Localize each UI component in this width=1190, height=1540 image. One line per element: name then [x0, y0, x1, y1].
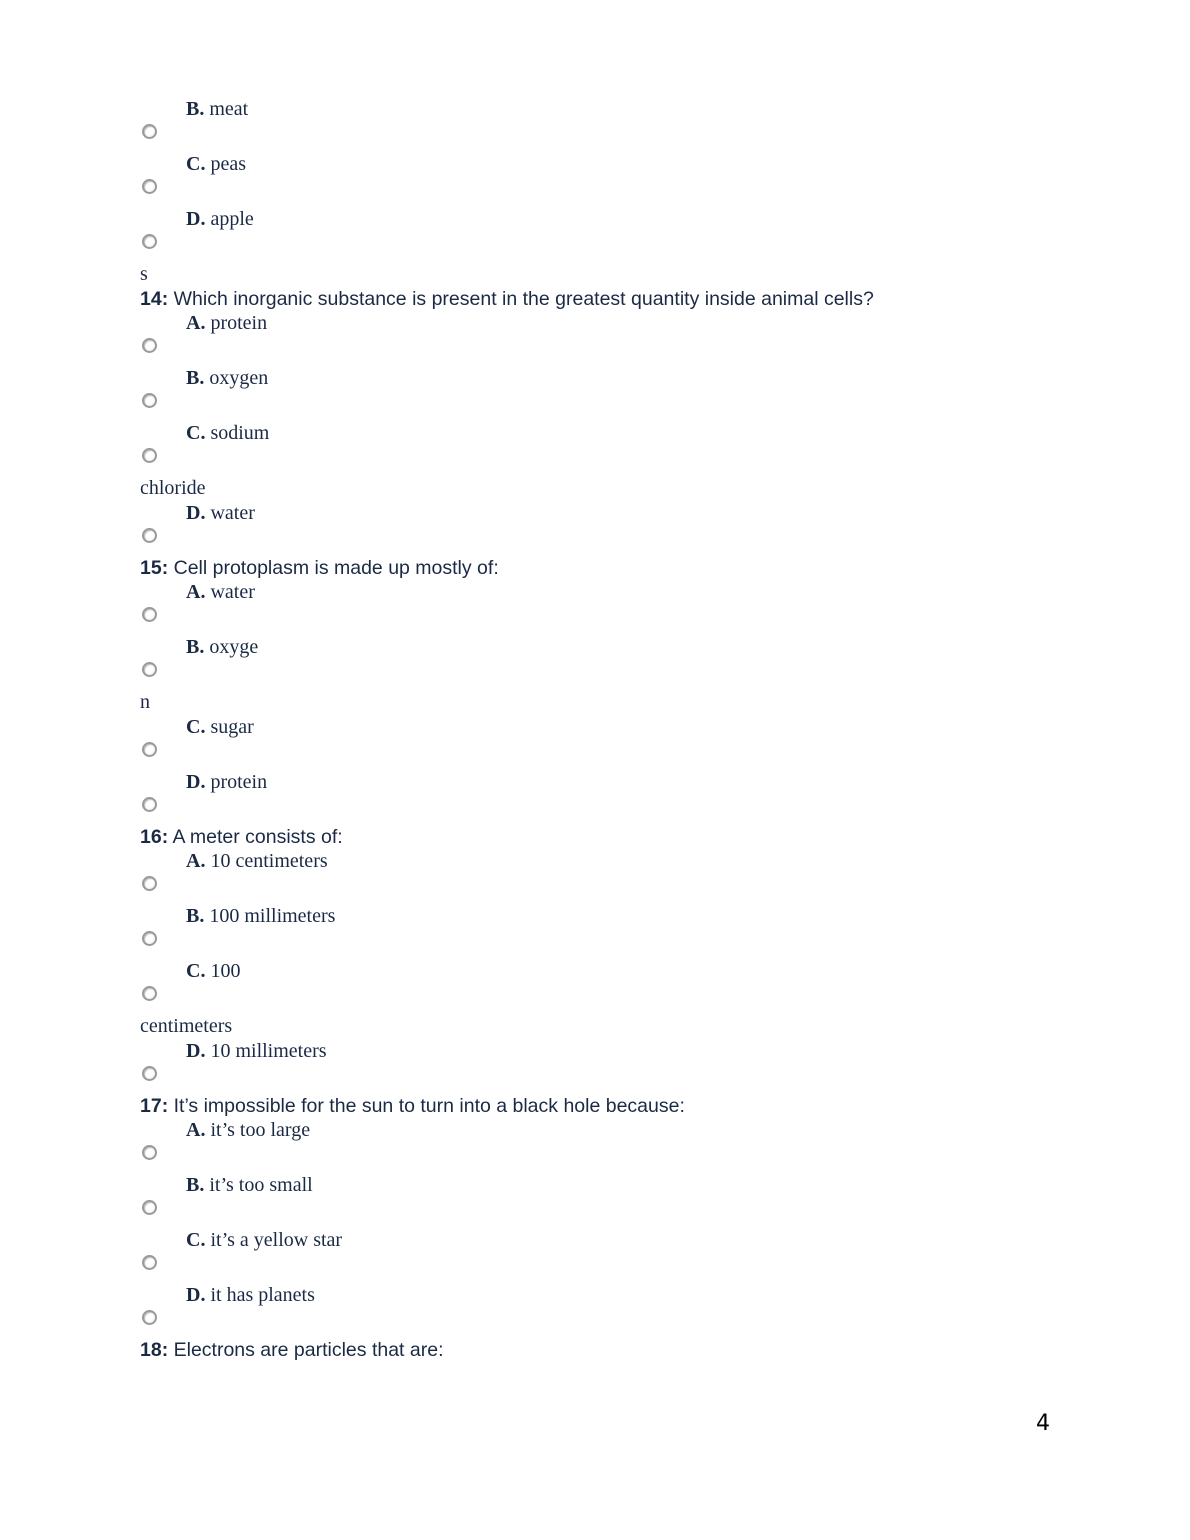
radio-button[interactable] [142, 1200, 157, 1215]
option-text: it’s too large [210, 1119, 311, 1141]
option-label [186, 905, 335, 927]
option-text: sugar [210, 716, 254, 738]
option-text: 100 millimeters [209, 905, 336, 927]
option-text: it’s a yellow star [210, 1229, 343, 1251]
question-17 [140, 1095, 685, 1117]
option-text-wrap: n [140, 691, 150, 713]
radio-button[interactable] [142, 1145, 157, 1160]
option-letter: C. [186, 153, 206, 175]
option-text: protein [210, 312, 268, 334]
option-label [186, 581, 255, 603]
option-letter: C. [186, 960, 206, 982]
radio-button[interactable] [142, 179, 157, 194]
option-letter: D. [186, 1284, 206, 1306]
question-14 [140, 288, 874, 310]
radio-button[interactable] [142, 797, 157, 812]
option-label [186, 502, 255, 524]
option-text: meat [209, 98, 249, 120]
option-text: oxyge [209, 636, 259, 658]
option-text: water [210, 502, 255, 524]
option-text: 100 [210, 960, 241, 982]
question-text: Electrons are particles that are: [173, 1339, 444, 1361]
option-text: sodium [210, 422, 270, 444]
option-text: water [210, 581, 255, 603]
radio-button[interactable] [142, 338, 157, 353]
radio-button[interactable] [142, 607, 157, 622]
option-text: 10 millimeters [210, 1040, 327, 1062]
question-number: 14: [140, 288, 169, 310]
question-15 [140, 557, 499, 579]
option-label [186, 1119, 310, 1141]
radio-button[interactable] [142, 448, 157, 463]
option-label [186, 367, 268, 389]
question-18 [140, 1339, 444, 1361]
option-label [186, 1040, 327, 1062]
option-letter: B. [186, 636, 205, 658]
option-label [186, 716, 254, 738]
option-letter: D. [186, 502, 206, 524]
option-text-wrap: s [140, 263, 148, 285]
option-label [186, 312, 267, 334]
radio-button[interactable] [142, 662, 157, 677]
radio-button[interactable] [142, 234, 157, 249]
question-number: 15: [140, 557, 169, 579]
question-number: 18: [140, 1339, 169, 1361]
option-label [186, 98, 248, 120]
option-text-wrap: chloride [140, 477, 206, 499]
option-text: protein [210, 771, 268, 793]
option-text-wrap: centimeters [140, 1015, 233, 1037]
radio-button[interactable] [142, 876, 157, 891]
page-number: 4 [1036, 1411, 1050, 1436]
option-label [186, 960, 240, 982]
option-label [186, 1229, 342, 1251]
question-number: 17: [140, 1095, 169, 1117]
option-letter: D. [186, 208, 206, 230]
option-label [186, 636, 258, 658]
option-letter: A. [186, 850, 206, 872]
option-letter: C. [186, 1229, 206, 1251]
option-text: 10 centimeters [210, 850, 328, 872]
radio-button[interactable] [142, 1066, 157, 1081]
option-label [186, 153, 246, 175]
question-text: It’s impossible for the sun to turn into a black hole because: [173, 1095, 685, 1117]
option-label [186, 850, 328, 872]
question-text: A meter consists of: [172, 826, 343, 848]
option-letter: C. [186, 716, 206, 738]
question-number: 16: [140, 826, 169, 848]
question-text: Cell protoplasm is made up mostly of: [173, 557, 499, 579]
option-letter: D. [186, 771, 206, 793]
option-letter: B. [186, 905, 205, 927]
option-letter: A. [186, 581, 206, 603]
option-letter: A. [186, 312, 206, 334]
option-text: it has planets [210, 1284, 315, 1306]
question-16 [140, 826, 343, 848]
radio-button[interactable] [142, 1255, 157, 1270]
option-label [186, 422, 269, 444]
radio-button[interactable] [142, 986, 157, 1001]
option-letter: C. [186, 422, 206, 444]
option-label [186, 1174, 313, 1196]
radio-button[interactable] [142, 124, 157, 139]
option-text: peas [210, 153, 246, 175]
radio-button[interactable] [142, 528, 157, 543]
question-text: Which inorganic substance is present in the greatest quantity inside animal cells? [173, 288, 874, 310]
option-letter: B. [186, 98, 205, 120]
radio-button[interactable] [142, 742, 157, 757]
radio-button[interactable] [142, 393, 157, 408]
option-label [186, 1284, 315, 1306]
option-text: it’s too small [209, 1174, 313, 1196]
option-letter: D. [186, 1040, 206, 1062]
option-label [186, 771, 267, 793]
radio-button[interactable] [142, 1310, 157, 1325]
option-letter: A. [186, 1119, 206, 1141]
option-letter: B. [186, 367, 205, 389]
option-text: oxygen [209, 367, 269, 389]
option-label [186, 208, 254, 230]
option-text: apple [210, 208, 254, 230]
radio-button[interactable] [142, 931, 157, 946]
option-letter: B. [186, 1174, 205, 1196]
